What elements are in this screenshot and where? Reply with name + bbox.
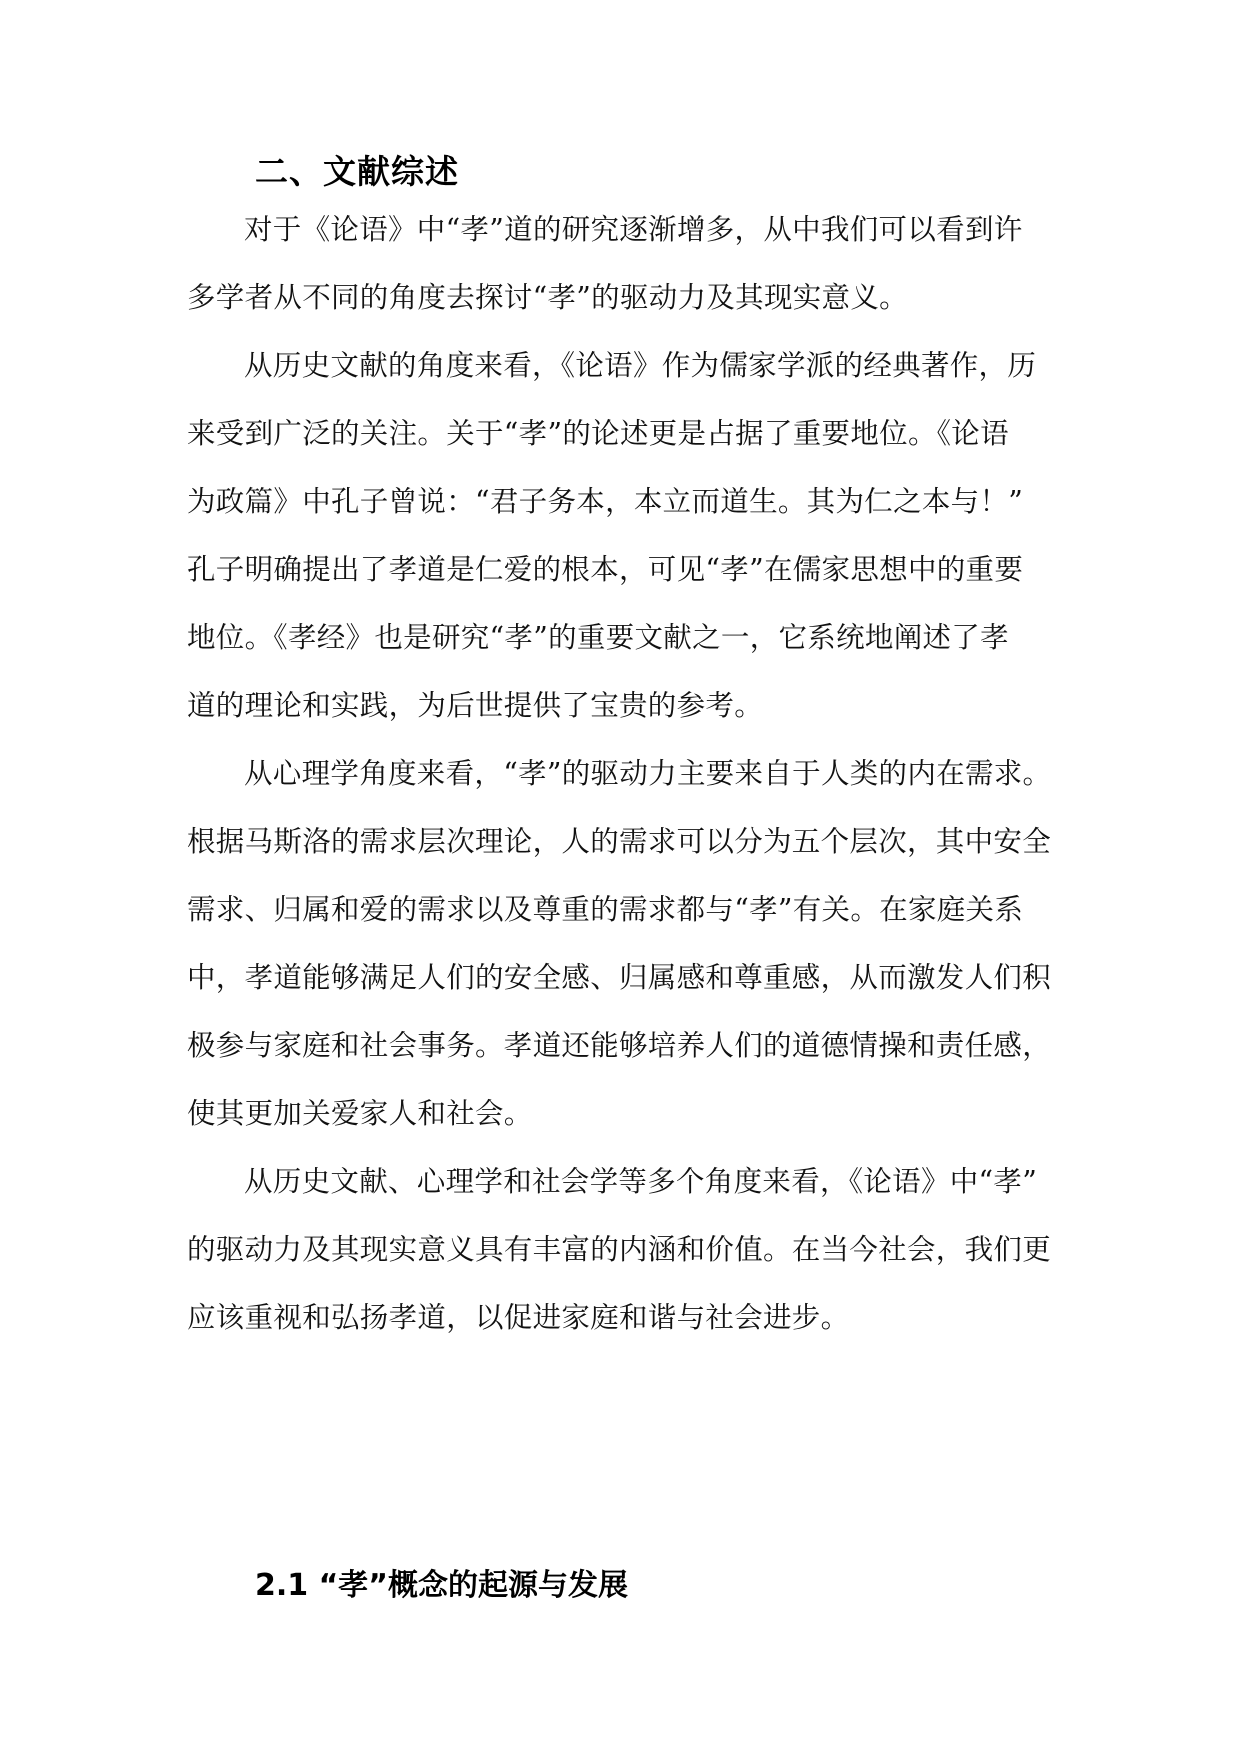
paragraph-line: 从心理学角度来看，“孝”的驱动力主要来自于人类的内在需求。 xyxy=(244,757,1052,790)
paragraph-line: 多学者从不同的角度去探讨“孝”的驱动力及其现实意义。 xyxy=(187,281,908,314)
paragraph-line: 极参与家庭和社会事务。孝道还能够培养人们的道德情操和责任感， xyxy=(187,1029,1052,1062)
paragraph-line: 使其更加关爱家人和社会。 xyxy=(187,1097,533,1130)
paragraph-line: 从历史文献的角度来看，《论语》作为儒家学派的经典著作，历 xyxy=(244,349,1037,382)
paragraph-line: 对于《论语》中“孝”道的研究逐渐增多，从中我们可以看到许 xyxy=(244,213,1023,246)
paragraph-line: 为政篇》中孔子曾说：“君子务本，本立而道生。其为仁之本与！” xyxy=(187,485,1024,518)
paragraph-line: 从历史文献、心理学和社会学等多个角度来看，《论语》中“孝” xyxy=(244,1165,1038,1198)
subsection-heading: 2.1 “孝”概念的起源与发展 xyxy=(255,1568,629,1603)
paragraph-line: 需求、归属和爱的需求以及尊重的需求都与“孝”有关。在家庭关系 xyxy=(187,893,1024,926)
paragraph-line: 道的理论和实践，为后世提供了宝贵的参考。 xyxy=(187,689,764,722)
paragraph-line: 根据马斯洛的需求层次理论，人的需求可以分为五个层次，其中安全 xyxy=(187,825,1052,858)
section-heading: 二、文献综述 xyxy=(255,152,459,191)
paragraph-line: 应该重视和弘扬孝道，以促进家庭和谐与社会进步。 xyxy=(187,1301,850,1334)
paragraph-line: 地位。《孝经》也是研究“孝”的重要文献之一，它系统地阐述了孝 xyxy=(187,621,1009,654)
paragraph-line: 来受到广泛的关注。关于“孝”的论述更是占据了重要地位。《论语 xyxy=(187,417,1009,450)
paragraph-line: 的驱动力及其现实意义具有丰富的内涵和价值。在当今社会，我们更 xyxy=(187,1233,1052,1266)
paragraph-line: 孔子明确提出了孝道是仁爱的根本，可见“孝”在儒家思想中的重要 xyxy=(187,553,1024,586)
paragraph-line: 中，孝道能够满足人们的安全感、归属感和尊重感，从而激发人们积 xyxy=(187,961,1052,994)
